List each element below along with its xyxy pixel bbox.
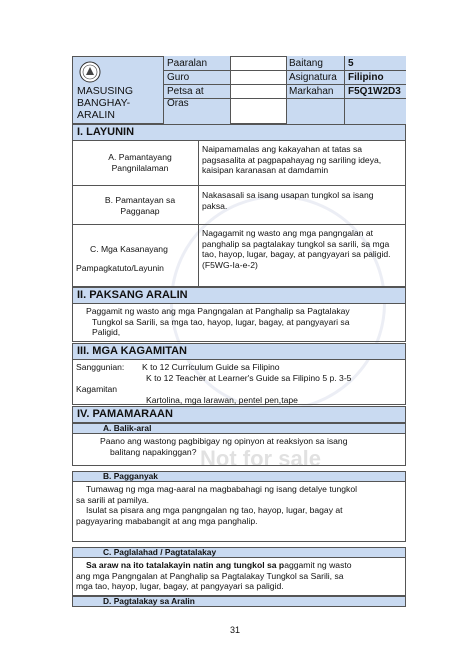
doc-title-line: ARALIN xyxy=(77,109,115,121)
label-line: Pagganap xyxy=(120,205,160,216)
text-line: sa sarili at pamilya. xyxy=(76,494,150,505)
text-line: Isulat sa pisara ang mga pangngalan ng tao, hayop, lugar, bagay at xyxy=(86,505,343,515)
pagganyak-text xyxy=(76,484,357,526)
doc-title-line: BANGHAY- xyxy=(77,97,131,109)
text-line: kaisipan karanasan at damdamin xyxy=(202,165,329,175)
text-run: aggamit ng wasto xyxy=(284,560,352,570)
label-line: C. Mga Kasanayang xyxy=(90,244,168,254)
paaralan-label: Paaralan xyxy=(167,58,208,69)
markahan-value: F5Q1W2D3 xyxy=(348,86,401,97)
petsa-line: Oras xyxy=(167,98,189,109)
doc-title-line: MASUSING xyxy=(77,85,134,97)
layunin-heading: I. LAYUNIN xyxy=(72,124,406,141)
sanggunian-label: Sanggunian: xyxy=(76,362,125,372)
text-line: paksa. xyxy=(202,200,228,211)
paglalahad-text xyxy=(76,560,352,592)
lesson-plan-table xyxy=(72,56,406,606)
asignatura-value: Filipino xyxy=(348,72,384,83)
balik-aral-heading: A. Balik-aral xyxy=(72,423,406,434)
layunin-b-text xyxy=(202,190,374,211)
paglalahad-heading: C. Paglalahad / Pagtatalakay xyxy=(72,547,406,558)
ref-1: K to 12 Curriculum Guide sa Filipino xyxy=(142,362,280,372)
petsa-label xyxy=(167,86,204,110)
text-line: Naipamamalas ang kakayahan at tatas sa xyxy=(202,144,363,154)
label-line: A. Pamantayang xyxy=(108,152,172,162)
text-line: Paano ang wastong pagbibigay ng opinyon at reaksiyon sa isang xyxy=(100,436,348,446)
markahan-label: Markahan xyxy=(289,86,334,97)
text-line: pagsasalita at pagpapahayag ng sariling ideya, xyxy=(202,154,382,165)
text-line: Paligid, xyxy=(92,327,121,337)
page-number: 31 xyxy=(230,625,241,635)
pamamaraan-heading: IV. PAMAMARAAN xyxy=(72,406,406,423)
label-line: Pangnilalaman xyxy=(111,162,169,173)
layunin-c-text xyxy=(202,228,391,270)
bold-run: Sa araw na ito tatalakayin natin ang tungkol sa p xyxy=(86,560,285,570)
ref-2: K to 12 Teacher at Learner's Guide sa Filipino 5 p. 3-5 xyxy=(146,373,352,383)
text-line: Nagagamit ng wasto ang mga pangngalan at xyxy=(202,228,374,238)
text-line: balitang napakinggan? xyxy=(110,446,197,457)
petsa-line: Petsa at xyxy=(167,86,204,97)
text-line: mga tao, hayop, lugar, bagay, at pangyayari sa paligid. xyxy=(76,581,284,591)
layunin-a-label xyxy=(90,152,190,173)
text-line: Nakasasali sa isang usapan tungkol sa isang xyxy=(202,190,374,200)
text-line: Paggamit ng wasto ang mga Pangngalan at Panghalip sa Pagtalakay xyxy=(86,306,350,316)
layunin-a-text xyxy=(202,144,381,176)
deped-seal-icon xyxy=(79,61,101,83)
text-line: ang mga Pangngalan at Panghalip sa Pagtalakay Tungkol sa Sarili, sa xyxy=(76,570,344,581)
paksang-heading: II. PAKSANG ARALIN xyxy=(72,287,406,304)
watermark-text: Not for sale xyxy=(200,446,322,471)
guro-label: Guro xyxy=(167,72,190,83)
layunin-b-label xyxy=(90,195,190,216)
label-line: B. Pamantayan sa xyxy=(104,195,176,205)
text-line: (F5WG-Ia-e-2) xyxy=(202,259,258,270)
pagtalakay-heading: D. Pagtalakay sa Aralin xyxy=(72,596,406,607)
paksang-text xyxy=(86,306,350,338)
label-line: Pampagkatuto/Layunin xyxy=(76,262,164,273)
kagamitan-heading: III. MGA KAGAMITAN xyxy=(72,343,406,360)
pagganyak-heading: B. Pagganyak xyxy=(72,471,406,482)
asignatura-label: Asignatura xyxy=(289,72,337,83)
materials: Kartolina, mga larawan, pentel pen,tape xyxy=(146,395,298,405)
text-line: pagyayaring mababangit at ang mga panghalip. xyxy=(76,515,258,526)
balik-aral-text xyxy=(100,436,348,457)
baitang-value: 5 xyxy=(348,58,354,69)
layunin-c-label xyxy=(76,244,196,273)
text-line: tao, hayop, lugar, bagay, at pangyayari sa paligid. xyxy=(202,249,391,259)
text-line xyxy=(76,560,352,571)
text-line: Tumawag ng mga mag-aaral na magbabahagi ng isang detalye tungkol xyxy=(86,484,358,494)
text-line: Tungkol sa Sarili, sa mga tao, hayop, lugar, bagay, at pangyayari sa xyxy=(92,316,350,327)
title-cell xyxy=(72,56,164,124)
baitang-label: Baitang xyxy=(289,58,323,69)
kagamitan-label: Kagamitan xyxy=(76,384,118,394)
text-line: panghalip sa pagtalakay tungkol sa sarili, sa mga xyxy=(202,238,390,249)
